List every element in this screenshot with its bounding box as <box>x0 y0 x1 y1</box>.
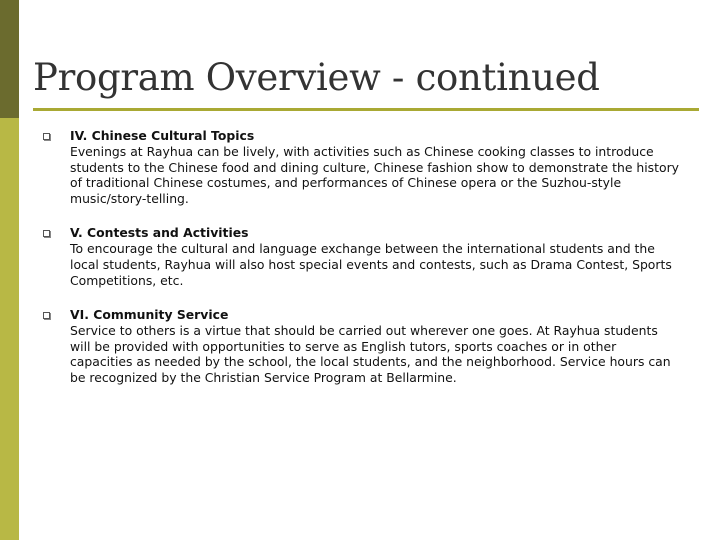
section-body: Evenings at Rayhua can be lively, with activities such as Chinese cooking classes to introduce students to the Chinese food and dining culture, Chinese fashion show to demonstrate the history of traditional Chinese costumes, and performances of Chinese opera or the Suzhou-style music/story-telling. <box>70 144 679 206</box>
slide-title: Program Overview - continued <box>33 56 600 99</box>
section-heading: VI. Community Service <box>70 307 229 323</box>
bullet-list <box>42 128 682 405</box>
square-bullet-icon <box>43 133 50 140</box>
section-body: To encourage the cultural and language exchange between the international students and the local students, Rayhua will also host special events and contests, such as Drama Contest, Sports Competitions, etc. <box>70 241 672 288</box>
left-accent-bar-light <box>0 118 19 540</box>
list-item <box>42 128 682 206</box>
section-heading: V. Contests and Activities <box>70 225 249 241</box>
square-bullet-icon <box>43 312 50 319</box>
list-item <box>42 225 682 288</box>
section-heading: IV. Chinese Cultural Topics <box>70 128 255 143</box>
list-item <box>42 307 682 385</box>
title-divider <box>33 108 699 111</box>
square-bullet-icon <box>43 230 50 237</box>
left-accent-bar-dark <box>0 0 19 118</box>
section-body: Service to others is a virtue that should be carried out wherever one goes. At Rayhua students will be provided with opportunities to serve as English tutors, sports coaches or in other capacities as needed by the school, the local students, and the neighborhood. Service hours can be recognized by the Christian Service Program at Bellarmine. <box>70 323 671 385</box>
